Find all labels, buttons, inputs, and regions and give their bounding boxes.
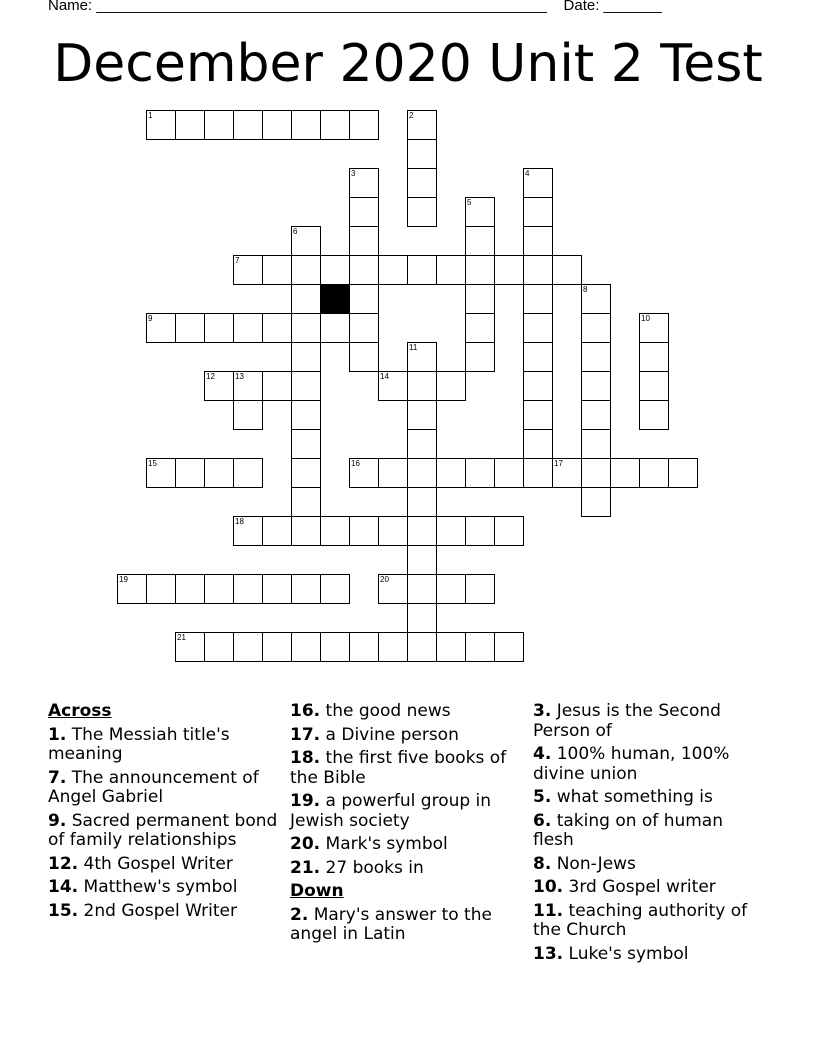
clue-number: 10 — [641, 314, 650, 323]
clue-across-1: 1. The Messiah title's meaning — [48, 724, 230, 764]
clue-number: 8 — [583, 285, 588, 294]
clue-number: 9 — [148, 314, 153, 323]
clue-number: 14 — [380, 372, 389, 381]
grid-cell[interactable] — [233, 313, 263, 343]
grid-cell[interactable] — [465, 458, 495, 488]
grid-cell[interactable] — [262, 632, 292, 662]
grid-cell[interactable] — [349, 255, 379, 285]
clue-number: 3 — [351, 169, 356, 178]
grid-cell[interactable] — [291, 632, 321, 662]
grid-cell[interactable] — [465, 313, 495, 343]
clue-down-2: 2. Mary's answer to the angel in Latin — [290, 904, 492, 944]
grid-cell[interactable] — [204, 313, 234, 343]
grid-cell[interactable] — [465, 574, 495, 604]
grid-cell-5[interactable] — [465, 197, 495, 227]
grid-cell[interactable] — [668, 458, 698, 488]
grid-cell[interactable] — [639, 342, 669, 372]
grid-cell[interactable] — [320, 516, 350, 546]
grid-cell[interactable] — [262, 574, 292, 604]
across-heading: Across — [48, 701, 112, 721]
grid-cell-18[interactable] — [233, 516, 263, 546]
date-blank[interactable]: _______ — [603, 0, 662, 14]
grid-cell-1[interactable] — [146, 110, 176, 140]
grid-cell-10[interactable] — [639, 313, 669, 343]
name-label: Name: — [48, 0, 93, 14]
grid-cell[interactable] — [233, 458, 263, 488]
clue-down-3: 3. Jesus is the Second Person of — [533, 701, 721, 741]
clue-across-12: 12. 4th Gospel Writer — [48, 853, 233, 874]
clue-number: 18 — [235, 517, 244, 526]
grid-cell[interactable] — [436, 574, 466, 604]
grid-cell[interactable] — [494, 458, 524, 488]
clue-across-18: 18. the first five books of the Bible — [290, 748, 507, 788]
grid-cell[interactable] — [233, 632, 263, 662]
grid-cell[interactable] — [523, 284, 553, 314]
clue-number: 1 — [148, 111, 153, 120]
grid-cell[interactable] — [320, 574, 350, 604]
grid-cell[interactable] — [436, 632, 466, 662]
grid-cell[interactable] — [523, 429, 553, 459]
grid-cell-2[interactable] — [407, 110, 437, 140]
grid-cell[interactable] — [465, 284, 495, 314]
grid-cell[interactable] — [204, 458, 234, 488]
grid-cell[interactable] — [436, 371, 466, 401]
clue-across-9: 9. Sacred permanent bond of family relationships — [48, 810, 278, 850]
grid-cell[interactable] — [407, 632, 437, 662]
clue-number: 16 — [351, 459, 360, 468]
grid-cell[interactable] — [320, 255, 350, 285]
grid-cell[interactable] — [407, 574, 437, 604]
grid-cell[interactable] — [523, 458, 553, 488]
grid-cell-19[interactable] — [117, 574, 147, 604]
grid-cell-15[interactable] — [146, 458, 176, 488]
grid-cell[interactable] — [465, 632, 495, 662]
grid-cell-14[interactable] — [378, 371, 408, 401]
grid-cell[interactable] — [175, 110, 205, 140]
clue-number: 12 — [206, 372, 215, 381]
grid-cell[interactable] — [146, 574, 176, 604]
grid-cell[interactable] — [639, 400, 669, 430]
grid-cell[interactable] — [291, 284, 321, 314]
grid-cell[interactable] — [262, 516, 292, 546]
clue-across-17: 17. a Divine person — [290, 724, 459, 745]
grid-cell-21[interactable] — [175, 632, 205, 662]
grid-cell[interactable] — [204, 110, 234, 140]
grid-cell-17[interactable] — [552, 458, 582, 488]
clue-across-7: 7. The announcement of Angel Gabriel — [48, 767, 259, 807]
grid-cell[interactable] — [523, 400, 553, 430]
name-blank[interactable]: ______________________________________________________ — [96, 0, 547, 14]
grid-cell-4[interactable] — [523, 168, 553, 198]
clue-number: 4 — [525, 169, 530, 178]
clue-across-14: 14. Matthew's symbol — [48, 877, 238, 897]
grid-cell-8[interactable] — [581, 284, 611, 314]
grid-cell[interactable] — [407, 371, 437, 401]
clue-down-4: 4. 100% human, 100% divine union — [533, 744, 730, 784]
clue-number: 11 — [409, 343, 418, 352]
grid-cell[interactable] — [291, 400, 321, 430]
grid-cell[interactable] — [523, 313, 553, 343]
clue-down-13: 13. Luke's symbol — [533, 943, 689, 964]
grid-cell[interactable] — [465, 516, 495, 546]
grid-cell[interactable] — [349, 226, 379, 256]
grid-cell-7[interactable] — [233, 255, 263, 285]
grid-cell[interactable] — [262, 313, 292, 343]
clue-number: 7 — [235, 256, 240, 265]
grid-cell[interactable] — [291, 487, 321, 517]
date-label: Date: — [563, 0, 600, 14]
grid-cell[interactable] — [494, 516, 524, 546]
clue-number: 2 — [409, 111, 414, 120]
clue-number: 21 — [177, 633, 186, 642]
grid-cell[interactable] — [378, 516, 408, 546]
page-title: December 2020 Unit 2 Test — [53, 34, 763, 94]
clue-number: 20 — [380, 575, 389, 584]
grid-cell[interactable] — [523, 342, 553, 372]
grid-cell[interactable] — [291, 458, 321, 488]
grid-cell[interactable] — [349, 313, 379, 343]
clue-across-16: 16. the good news — [290, 701, 451, 721]
grid-cell[interactable] — [581, 487, 611, 517]
grid-cell[interactable] — [494, 255, 524, 285]
clue-down-8: 8. Non-Jews — [533, 853, 636, 874]
grid-cell[interactable] — [291, 574, 321, 604]
grid-cell[interactable] — [262, 110, 292, 140]
grid-cell[interactable] — [175, 313, 205, 343]
grid-cell[interactable] — [378, 632, 408, 662]
grid-cell[interactable] — [465, 226, 495, 256]
grid-cell-3[interactable] — [349, 168, 379, 198]
grid-cell[interactable] — [407, 516, 437, 546]
down-heading: Down — [290, 881, 344, 901]
grid-cell[interactable] — [262, 255, 292, 285]
grid-cell[interactable] — [639, 458, 669, 488]
grid-cell[interactable] — [291, 429, 321, 459]
grid-cell[interactable] — [233, 400, 263, 430]
clue-number: 19 — [119, 575, 128, 584]
grid-cell[interactable] — [465, 342, 495, 372]
grid-cell[interactable] — [378, 458, 408, 488]
grid-cell[interactable] — [233, 574, 263, 604]
grid-cell[interactable] — [610, 458, 640, 488]
grid-cell[interactable] — [581, 458, 611, 488]
grid-cell-13[interactable] — [233, 371, 263, 401]
grid-cell[interactable] — [552, 255, 582, 285]
grid-cell[interactable] — [523, 197, 553, 227]
grid-cell[interactable] — [581, 400, 611, 430]
black-square — [321, 285, 350, 314]
clues-column-2 — [290, 702, 525, 949]
grid-cell[interactable] — [349, 284, 379, 314]
grid-cell[interactable] — [175, 458, 205, 488]
clue-down-10: 10. 3rd Gospel writer — [533, 877, 716, 897]
clue-down-6: 6. taking on of human flesh — [533, 810, 723, 850]
grid-cell[interactable] — [407, 603, 437, 633]
clue-down-11: 11. teaching authority of the Church — [533, 900, 748, 940]
clue-across-19: 19. a powerful group in Jewish society — [290, 791, 492, 831]
grid-cell-11[interactable] — [407, 342, 437, 372]
grid-cell[interactable] — [262, 371, 292, 401]
clue-down-5: 5. what something is — [533, 787, 713, 807]
grid-cell[interactable] — [349, 516, 379, 546]
grid-cell[interactable] — [291, 371, 321, 401]
grid-cell-9[interactable] — [146, 313, 176, 343]
grid-cell[interactable] — [407, 139, 437, 169]
grid-cell[interactable] — [581, 313, 611, 343]
clues-column-3 — [533, 702, 768, 968]
grid-cell[interactable] — [436, 516, 466, 546]
grid-cell[interactable] — [407, 197, 437, 227]
grid-cell[interactable] — [349, 110, 379, 140]
grid-cell[interactable] — [407, 545, 437, 575]
grid-cell[interactable] — [407, 168, 437, 198]
clue-number: 13 — [235, 372, 244, 381]
grid-cell-16[interactable] — [349, 458, 379, 488]
grid-cell[interactable] — [465, 255, 495, 285]
grid-cell[interactable] — [349, 342, 379, 372]
grid-cell[interactable] — [349, 632, 379, 662]
grid-cell[interactable] — [581, 342, 611, 372]
clue-across-20: 20. Mark's symbol — [290, 834, 448, 854]
grid-cell[interactable] — [175, 574, 205, 604]
grid-cell[interactable] — [233, 110, 263, 140]
grid-cell[interactable] — [291, 516, 321, 546]
clue-number: 6 — [293, 227, 298, 236]
grid-cell[interactable] — [291, 342, 321, 372]
clue-number: 17 — [554, 459, 563, 468]
grid-cell[interactable] — [378, 255, 408, 285]
grid-cell[interactable] — [523, 371, 553, 401]
grid-cell[interactable] — [407, 458, 437, 488]
grid-cell[interactable] — [581, 429, 611, 459]
grid-cell-20[interactable] — [378, 574, 408, 604]
clue-number: 15 — [148, 459, 157, 468]
grid-cell[interactable] — [291, 110, 321, 140]
grid-cell[interactable] — [291, 255, 321, 285]
grid-cell[interactable] — [320, 110, 350, 140]
grid-cell[interactable] — [436, 255, 466, 285]
grid-cell[interactable] — [204, 632, 234, 662]
grid-cell[interactable] — [349, 197, 379, 227]
grid-cell[interactable] — [407, 400, 437, 430]
grid-cell-6[interactable] — [291, 226, 321, 256]
grid-cell[interactable] — [523, 255, 553, 285]
grid-cell[interactable] — [204, 574, 234, 604]
grid-cell[interactable] — [436, 458, 466, 488]
grid-cell[interactable] — [407, 429, 437, 459]
clue-across-15: 15. 2nd Gospel Writer — [48, 900, 237, 921]
grid-cell[interactable] — [320, 632, 350, 662]
grid-cell[interactable] — [494, 632, 524, 662]
clues-column-1 — [48, 702, 283, 925]
grid-cell[interactable] — [523, 226, 553, 256]
grid-cell[interactable] — [581, 371, 611, 401]
grid-cell[interactable] — [639, 371, 669, 401]
clue-across-21: 21. 27 books in — [290, 857, 424, 878]
clue-number: 5 — [467, 198, 472, 207]
grid-cell-12[interactable] — [204, 371, 234, 401]
grid-cell[interactable] — [407, 255, 437, 285]
grid-cell[interactable] — [320, 313, 350, 343]
grid-cell[interactable] — [291, 313, 321, 343]
grid-cell[interactable] — [407, 487, 437, 517]
